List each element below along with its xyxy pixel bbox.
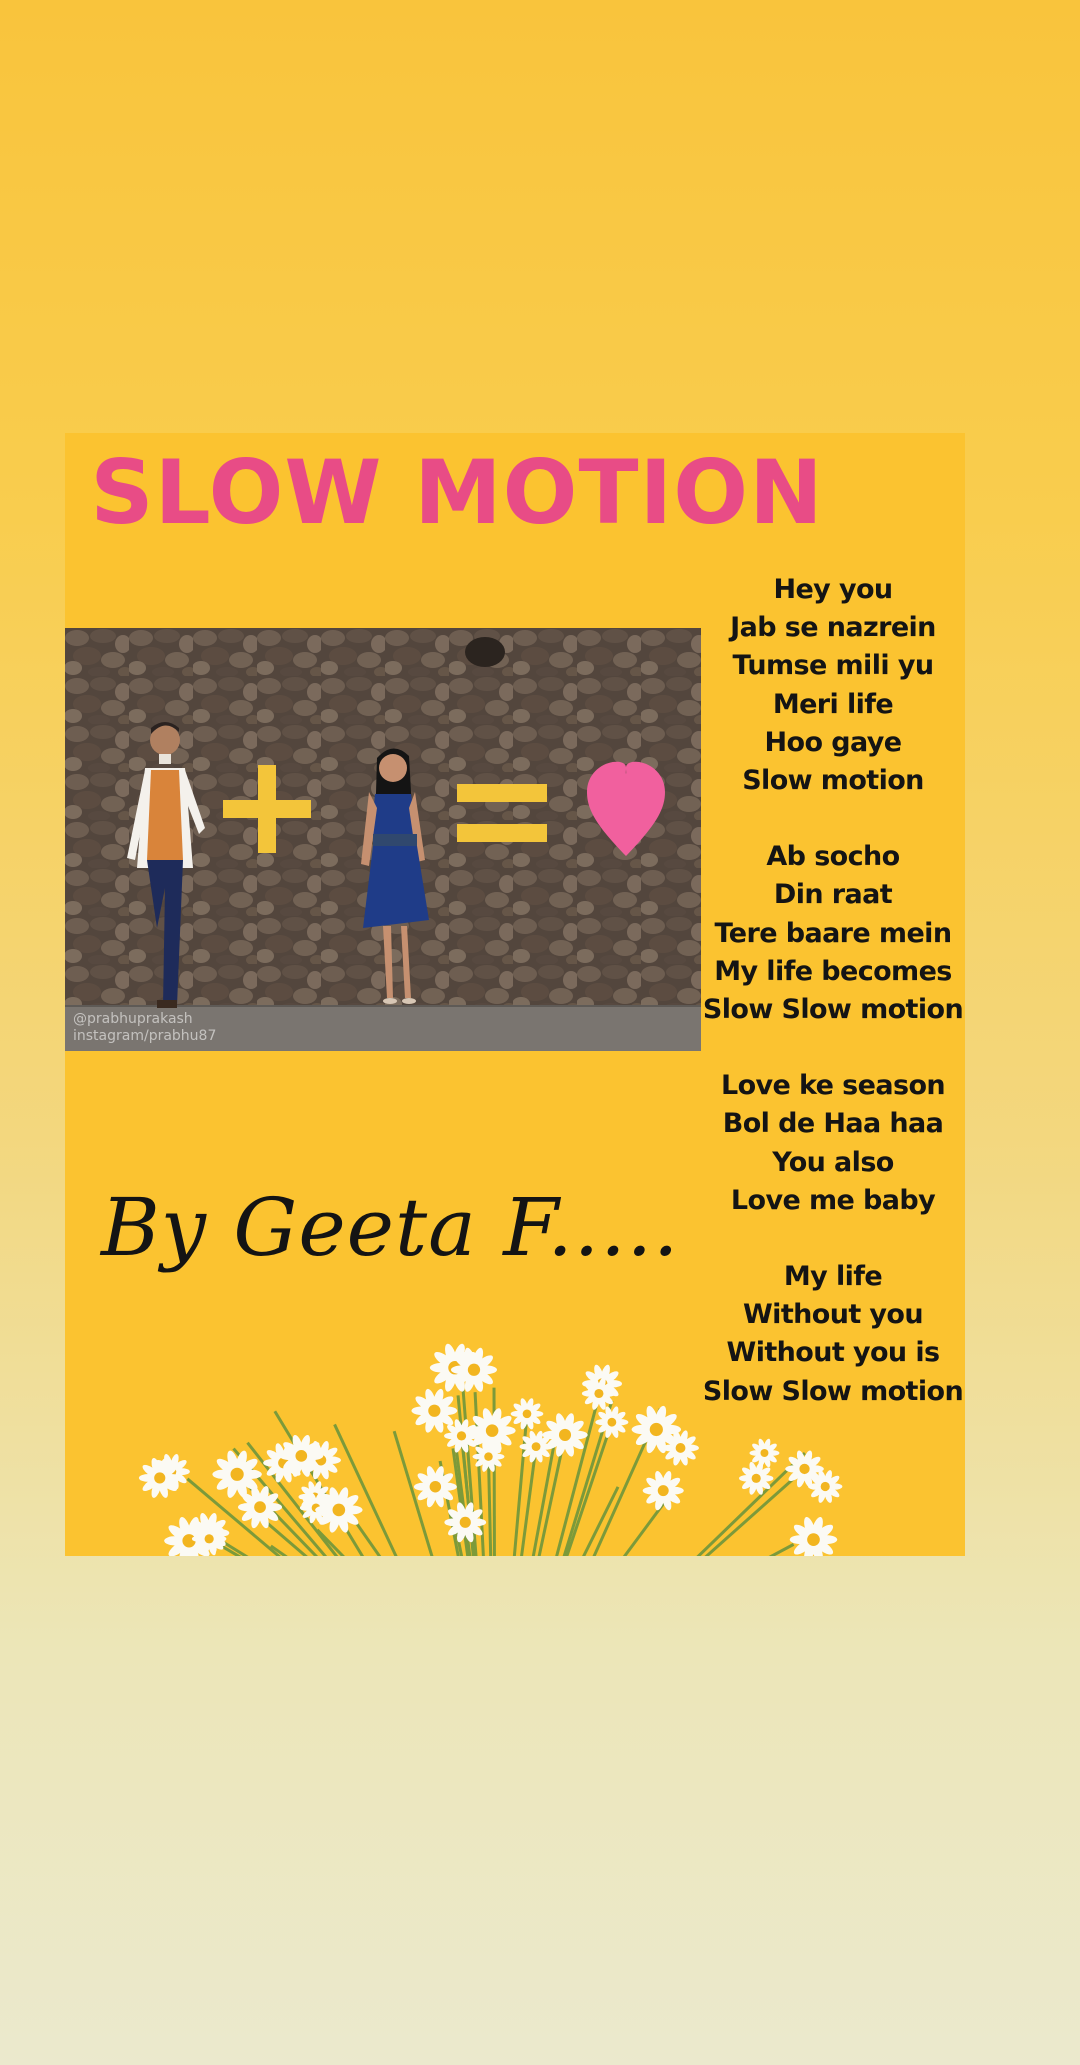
daisy-flower <box>542 1412 587 1458</box>
photo-watermark: @prabhuprakash instagram/prabhu87 <box>73 1011 217 1044</box>
poem-line: Love me baby <box>730 1184 936 1216</box>
poem-line: Din raat <box>773 879 893 911</box>
poem-line: You also <box>772 1146 894 1178</box>
poem-line: Without you <box>742 1299 923 1331</box>
poem-line: Hoo gaye <box>764 726 902 758</box>
couple-photo <box>65 628 701 1051</box>
stanza <box>701 1067 965 1220</box>
stanza <box>701 838 965 1029</box>
author-byline: By Geeta F..... <box>101 1181 680 1274</box>
daisy-flower <box>790 1516 837 1556</box>
poster-title: SLOW MOTION <box>90 441 824 544</box>
poem-line: My life becomes <box>714 955 952 987</box>
poem-line: Bol de Haa haa <box>722 1108 944 1140</box>
poem-line: Slow Slow motion <box>702 994 964 1026</box>
poem-line: Slow motion <box>742 765 924 797</box>
poem-line: My life <box>783 1261 883 1293</box>
daisy-flower <box>414 1465 457 1508</box>
poem-poster <box>65 433 965 1556</box>
poem-line: Slow Slow motion <box>702 1375 964 1407</box>
poem-line: Without you is <box>726 1337 940 1369</box>
poem-line: Jab se nazrein <box>730 612 936 644</box>
poem-line: Hey you <box>773 574 893 605</box>
stanza <box>701 571 965 800</box>
poem-line: Love ke season <box>720 1070 946 1102</box>
poem-line: Meri life <box>772 688 894 720</box>
poem-line: Tumse mili yu <box>732 650 934 682</box>
daisy-flower <box>749 1438 779 1468</box>
daisy-flowers <box>95 1318 895 1556</box>
poem-line: Ab socho <box>766 841 900 873</box>
poem-line: Tere baare mein <box>714 917 952 949</box>
